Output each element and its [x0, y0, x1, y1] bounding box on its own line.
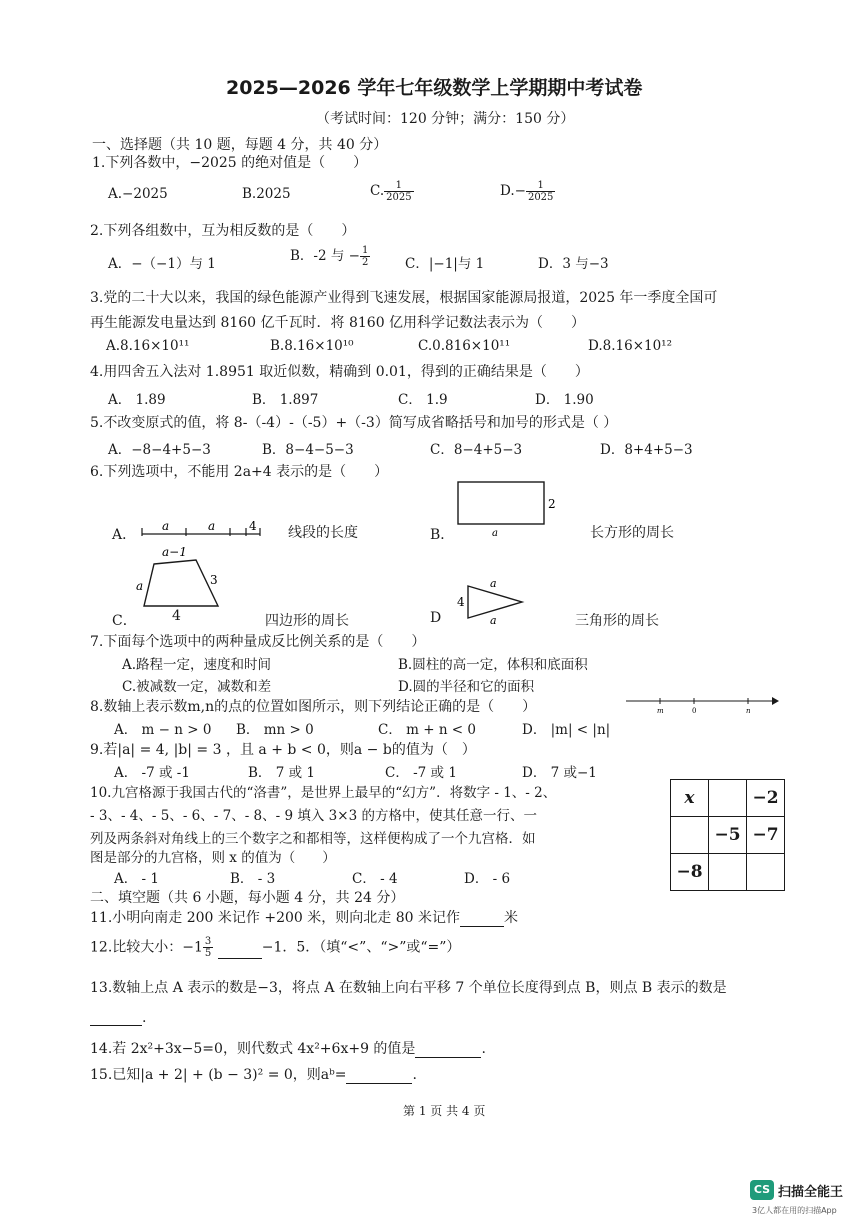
q12-suffix: −1．5．（填“<”、“>”或“=”）	[261, 939, 461, 956]
quad-top-label: a−1	[162, 545, 187, 559]
q4-stem: 4.用四舍五入法对 1.8951 取近似数，精确到 0.01，得到的正确结果是（ ）	[90, 364, 589, 380]
q2-option-d: D．3 与−3	[538, 256, 609, 272]
q6-stem: 6.下列选项中，不能用 2a+4 表示的是（ ）	[90, 464, 389, 480]
q4-option-c: C． 1.9	[398, 392, 448, 408]
q14-text: 14.若 2x²+3x−5=0，则代数式 4x²+6x+9 的值是	[90, 1041, 416, 1057]
grid-cell: −5	[709, 817, 747, 854]
q12	[90, 936, 460, 959]
grid-cell: −2	[747, 780, 785, 817]
q9-option-d: D． 7 或−1	[522, 765, 597, 781]
q1-option-d-fraction	[526, 180, 555, 203]
exam-subtitle: （考试时间：120 分钟；满分：150 分）	[316, 111, 575, 127]
q7-option-c: C.被减数一定，减数和差	[122, 679, 272, 695]
q1-option-b: B.2025	[242, 186, 291, 202]
grid-cell	[671, 817, 709, 854]
grid-cell	[747, 854, 785, 891]
q8-option-a: A． m − n > 0	[114, 722, 212, 738]
q3-option-c: C.0.816×10¹¹	[418, 338, 511, 354]
q14-answer-blank	[415, 1043, 481, 1058]
q4-option-d: D． 1.90	[535, 392, 594, 408]
q7-option-b: B.圆柱的高一定，体积和底面积	[398, 657, 588, 673]
q1-option-c-prefix: C.	[370, 183, 385, 199]
watermark-brand: 扫描全能王	[778, 1185, 844, 1200]
q6-option-d-desc: 三角形的周长	[575, 613, 659, 629]
q5-stem: 5.不改变原式的值，将 8-（-4）-（-5）+（-3）简写成省略括号和加号的形式是（ ）	[90, 415, 618, 431]
q2-option-b-fraction	[360, 245, 370, 268]
q8-option-c: C． m + n < 0	[378, 722, 476, 738]
q10-line-3: 列及两条斜对角线上的三个数字之和都相等，这样便构成了一个九宫格．如	[90, 831, 536, 847]
q9-option-c: C． -7 或 1	[385, 765, 457, 781]
fraction-numerator: 1	[384, 180, 413, 192]
q3-line-2: 再生能源发电量达到 8160 亿千瓦时．将 8160 亿用科学记数法表示为（ ）	[90, 315, 586, 331]
q7-option-a: A.路程一定，速度和时间	[122, 657, 272, 673]
q10-line-1: 10.九宫格源于我国古代的“洛書”，是世界上最早的“幻方”．将数字 - 1、- 2、	[90, 785, 557, 801]
q13-text: 13.数轴上点 A 表示的数是−3，将点 A 在数轴上向右平移 7 个单位长度得到点 B，则点 B 表示的数是	[90, 980, 727, 996]
q15	[90, 1064, 417, 1084]
q8-number-line-figure	[624, 694, 780, 714]
q6-option-c-quadrilateral-figure	[128, 542, 233, 614]
q14	[90, 1038, 486, 1058]
q14-end: .	[481, 1041, 486, 1057]
q3-option-a: A.8.16×10¹¹	[106, 338, 190, 354]
axis-label-0: 0	[692, 707, 697, 714]
grid-row	[671, 817, 785, 854]
section-1-heading: 一、选择题（共 10 题，每题 4 分，共 40 分）	[92, 137, 388, 153]
q8-stem: 8.数轴上表示数m,n的点的位置如图所示，则下列结论正确的是（ ）	[90, 699, 537, 715]
q13-answer-line	[90, 1010, 146, 1026]
q1-option-d-prefix: D.−	[500, 183, 526, 199]
q10-magic-square-grid	[670, 779, 785, 891]
q2-stem: 2.下列各组数中，互为相反数的是（ ）	[90, 223, 356, 239]
q12-answer-blank	[218, 944, 262, 959]
q12-fraction	[203, 936, 213, 959]
q13-end: .	[142, 1010, 147, 1026]
grid-cell: −7	[747, 817, 785, 854]
q10-option-c: C． - 4	[352, 871, 398, 887]
axis-label-n: n	[746, 707, 751, 714]
q6-option-a-label: A．	[112, 527, 137, 543]
q11-unit: 米	[503, 910, 518, 926]
q13-answer-blank	[90, 1011, 142, 1026]
q5-option-c: C．8−4+5−3	[430, 442, 523, 458]
q3-line-1: 3.党的二十大以来，我国的绿色能源产业得到飞速发展，根据国家能源局报道，2025 年一季度全国可	[90, 290, 718, 306]
q11-text: 11.小明向南走 200 米记作 +200 米，则向北走 80 米记作	[90, 910, 460, 926]
q12-prefix: 12.比较大小：−1	[90, 939, 203, 956]
q6-option-b-label: B．	[430, 527, 455, 543]
q5-option-d: D．8+4+5−3	[600, 442, 693, 458]
grid-cell: x	[671, 780, 709, 817]
page-number: 第 1 页 共 4 页	[403, 1104, 486, 1118]
axis-label-m: m	[657, 707, 664, 714]
quad-left-label: a	[136, 579, 144, 593]
q15-end: .	[412, 1067, 417, 1083]
fraction-numerator: 1	[526, 180, 555, 192]
q7-option-d: D.圆的半径和它的面积	[398, 679, 535, 695]
q3-option-b: B.8.16×10¹⁰	[270, 338, 354, 354]
q1-option-c-fraction	[384, 180, 413, 203]
q1-option-d	[500, 180, 555, 203]
fraction-denominator: 5	[204, 948, 212, 959]
segment-label-a2: a	[208, 519, 216, 533]
q6-option-a-segment-figure	[138, 514, 266, 538]
q4-option-a: A． 1.89	[108, 392, 166, 408]
tri-top-label: a	[490, 577, 497, 590]
fraction-denominator: 2	[361, 257, 369, 268]
q6-option-d-label: D	[430, 610, 442, 626]
q4-option-b: B． 1.897	[252, 392, 319, 408]
q8-option-d: D． |m| < |n|	[522, 722, 611, 738]
fraction-denominator: 2025	[386, 192, 412, 203]
q5-option-a: A．−8−4+5−3	[108, 442, 211, 458]
q2-option-b-prefix: B．-2 与 −	[290, 248, 360, 264]
q6-option-b-desc: 长方形的周长	[590, 525, 674, 541]
q1-stem: 1.下列各数中，−2025 的绝对值是（ ）	[92, 155, 368, 171]
q11	[90, 907, 518, 927]
q2-option-c: C．|−1|与 1	[405, 256, 485, 272]
grid-cell	[709, 780, 747, 817]
q10-line-2: - 3、- 4、- 5、- 6、- 7、- 8、- 9 填入 3×3 的方格中，使其任意一行、一	[90, 808, 537, 824]
quad-right-label: 3	[210, 573, 218, 587]
grid-row	[671, 854, 785, 891]
segment-label-a1: a	[162, 519, 170, 533]
q1-option-c	[370, 180, 414, 203]
rect-side-label: 2	[548, 497, 556, 511]
q8-option-b: B． mn > 0	[236, 722, 314, 738]
q5-option-b: B．8−4−5−3	[262, 442, 354, 458]
q10-option-b: B． - 3	[230, 871, 276, 887]
tri-left-label: 4	[457, 595, 465, 609]
q6-option-d-triangle-figure	[454, 576, 530, 626]
exam-title: 2025—2026 学年七年级数学上学期期中考试卷	[226, 77, 643, 99]
q2-option-a: A．−（−1）与 1	[108, 256, 216, 272]
grid-cell	[709, 854, 747, 891]
q10-option-a: A． - 1	[114, 871, 159, 887]
q15-answer-blank	[346, 1069, 412, 1084]
grid-cell: −8	[671, 854, 709, 891]
q6-option-c-bottom-label: 4	[172, 608, 181, 624]
tri-bottom-label: a	[490, 614, 497, 626]
segment-label-4: 4	[249, 519, 257, 533]
q15-text: 15.已知|a + 2| + (b − 3)² = 0，则aᵇ=	[90, 1067, 347, 1083]
rect-bottom-label: a	[492, 528, 498, 538]
fraction-numerator: 3	[204, 936, 212, 947]
q6-option-b-rectangle-figure	[452, 478, 562, 538]
q7-stem: 7.下面每个选项中的两种量成反比例关系的是（ ）	[90, 634, 426, 650]
q10-option-d: D． - 6	[464, 871, 511, 887]
q6-option-c-label: C．	[112, 613, 137, 629]
q11-answer-blank	[460, 912, 504, 927]
fraction-numerator: 1	[361, 245, 369, 256]
camscanner-logo-icon: CS	[750, 1180, 774, 1200]
q6-option-c-desc: 四边形的周长	[265, 613, 349, 629]
q9-option-b: B． 7 或 1	[248, 765, 315, 781]
fraction-denominator: 2025	[527, 192, 554, 203]
q9-stem: 9.若|a| = 4, |b| = 3 ，且 a + b < 0，则a − b的值为（ ）	[90, 742, 476, 758]
grid-row	[671, 780, 785, 817]
q10-line-4: 图是部分的九宫格，则 x 的值为（ ）	[90, 850, 336, 866]
q2-option-b	[290, 244, 370, 268]
watermark-tagline: 3亿人都在用的扫描App	[752, 1206, 837, 1215]
q3-option-d: D.8.16×10¹²	[588, 338, 673, 354]
section-2-heading: 二、填空题（共 6 小题，每小题 4 分，共 24 分）	[90, 890, 405, 906]
q6-option-a-desc: 线段的长度	[288, 525, 358, 541]
q1-option-a: A.−2025	[108, 186, 168, 202]
q9-option-a: A． -7 或 -1	[114, 765, 190, 781]
